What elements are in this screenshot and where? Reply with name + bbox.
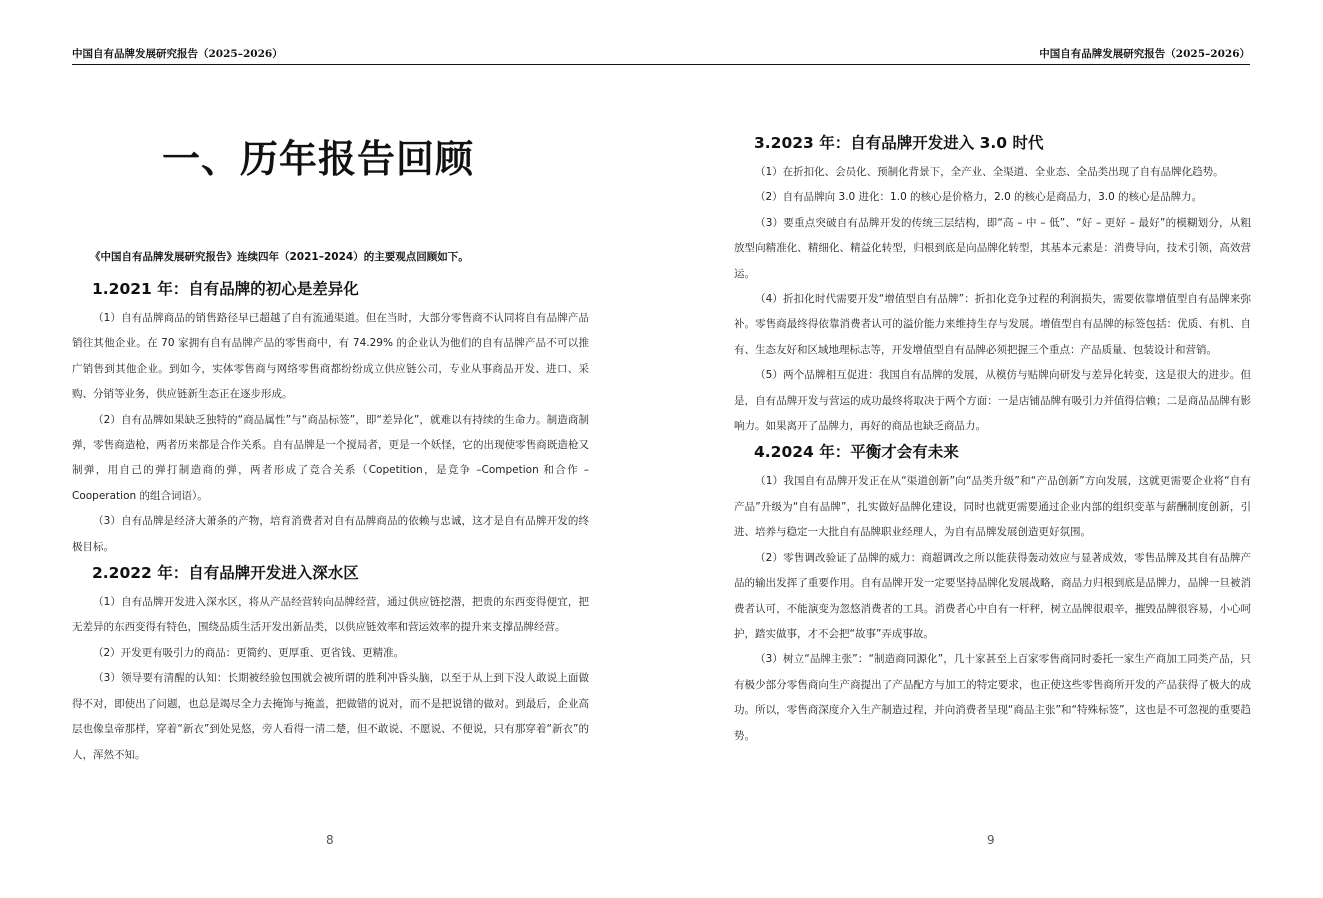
paragraph: （4）折扣化时代需要开发“增值型自有品牌”：折扣化竞争过程的利润损失，需要依靠增值型自有品牌来弥补。零售商最终得依靠消费者认可的溢价能力来维持生存与发展。增值型自有品牌的标签包括：优质、有机、自有、生态友好和区域地理标志等，开发增值型自有品牌必须把握三个重点：产品质量、包装设计和营销。: [734, 293, 1251, 356]
section-heading-2022: 2.2022 年：自有品牌开发进入深水区: [92, 564, 359, 583]
paragraph: （2）自有品牌向 3.0 进化：1.0 的核心是价格力，2.0 的核心是商品力，3.0 的核心是品牌力。: [755, 191, 1203, 204]
paragraph: （1）自有品牌商品的销售路径早已超越了自有流通渠道。但在当时，大部分零售商不认同将自有品牌产品销往其他企业。在 70 家拥有自有品牌产品的零售商中，有 74.29% 的企业认为他们的自有品牌产品不可以推广销售到其他企业。到如今，实体零售商与网络零售商都纷纷成立供应链公司，专业从事商品开发、进口、采购、分销等业务，供应链新生态正在逐步形成。: [72, 312, 589, 401]
paragraph: （3）要重点突破自有品牌开发的传统三层结构，即“高 – 中 – 低”、“好 – 更好 – 最好”的模糊划分，从粗放型向精准化、精细化、精益化转型，归根到底是向品牌化转型，其基本元素是：消费导向，技术引领，高效营运。: [734, 216, 1251, 280]
left-content: [72, 248, 589, 768]
paragraph: （5）两个品牌相互促进：我国自有品牌的发展，从模仿与贴牌向研发与差异化转变，这是很大的进步。但是，自有品牌开发与营运的成功最终将取决于两个方面：一是店铺品牌有吸引力并值得信赖；二是商品品牌有影响力。如果离开了品牌力，再好的商品也缺乏商品力。: [734, 369, 1251, 433]
chapter-title: 一、历年报告回顾: [162, 137, 475, 181]
right-content: [734, 130, 1251, 749]
paragraph: （2）开发更有吸引力的商品：更简约、更厚重、更省钱、更精准。: [93, 646, 405, 659]
paragraph: （3）树立“品牌主张”：“制造商同源化”，几十家甚至上百家零售商同时委托一家生产商加工同类产品，只有极少部分零售商向生产商提出了产品配方与加工的特定要求，也正使这些零售商所开发的产品获得了极大的成功。所以，零售商深度介入生产制造过程，并向消费者呈现“商品主张”和“特殊标签”，这也是不可忽视的重要趋势。: [734, 653, 1251, 742]
running-header: 中国自有品牌发展研究报告（2025–2026）: [1039, 48, 1250, 60]
section-heading-2021: 1.2021 年：自有品牌的初心是差异化: [92, 280, 359, 298]
paragraph: （1）我国自有品牌开发正在从“渠道创新”向“品类升级”和“产品创新”方向发展，这就更需要企业将“自有产品”升级为“自有品牌”，扎实做好品牌化建设，同时也就更需要通过企业内部的组织变革与薪酬制度创新，引进、培养与稳定一大批自有品牌职业经理人，为自有品牌发展创造更好氛围。: [734, 475, 1251, 539]
section-heading-2024: 4.2024 年：平衡才会有未来: [754, 443, 959, 462]
page-number: 8: [326, 833, 334, 847]
header-rule: [72, 64, 662, 65]
page-number: 9: [987, 833, 995, 847]
header-rule: [662, 64, 1250, 65]
running-header: 中国自有品牌发展研究报告（2025–2026）: [72, 48, 283, 60]
paragraph: （1）自有品牌开发进入深水区，将从产品经营转向品牌经营，通过供应链挖潜，把贵的东西变得便宜，把无差异的东西变得有特色，围绕品质生活开发出新品类，以供应链效率和营运效率的提升来支撑品牌经营。: [72, 596, 589, 634]
paragraph: （2）零售调改验证了品牌的威力：商超调改之所以能获得轰动效应与显著成效，零售品牌及其自有品牌产品的输出发挥了重要作用。自有品牌开发一定要坚持品牌化发展战略，商品力归根到底是品牌力，品牌一旦被消费者认可，不能演变为忽悠消费者的工具。消费者心中自有一杆秤，树立品牌很艰辛，摧毁品牌很容易，小心呵护，踏实做事，才不会把“故事”弄成事故。: [734, 551, 1251, 640]
paragraph: （3）领导要有清醒的认知：长期被经验包围就会被所谓的胜利冲昏头脑，以至于从上到下没人敢说上面做得不对，即使出了问题，也总是竭尽全力去掩饰与掩盖，把做错的说对，而不是把说错的做对。到最后，企业高层也像皇帝那样，穿着“新衣”到处晃悠，旁人看得一清二楚，但不敢说、不愿说、不便说，只有那穿着“新衣”的人，浑然不知。: [72, 672, 589, 761]
paragraph: （3）自有品牌是经济大萧条的产物，培育消费者对自有品牌商品的依赖与忠诚，这才是自有品牌开发的终极目标。: [72, 515, 589, 553]
paragraph: （2）自有品牌如果缺乏独特的“商品属性”与“商品标签”，即“差异化”，就难以有持续的生命力。制造商制弹，零售商造枪，两者历来都是合作关系。自有品牌是一个搅局者，更是一个妖怪，它的出现使零售商既造枪又制弹，用自己的弹打制造商的弹，两者形成了竞合关系（Copetition，是竞争 –Competion 和合作 –Cooperation 的组合词语）。: [72, 413, 589, 502]
paragraph: （1）在折扣化、会员化、预制化背景下，全产业、全渠道、全业态、全品类出现了自有品牌化趋势。: [755, 166, 1224, 178]
intro-text: 《中国自有品牌发展研究报告》连续四年（2021–2024）的主要观点回顾如下。: [90, 251, 469, 263]
right-page: [662, 0, 1323, 898]
section-heading-2023: 3.2023 年：自有品牌开发进入 3.0 时代: [754, 134, 1044, 152]
